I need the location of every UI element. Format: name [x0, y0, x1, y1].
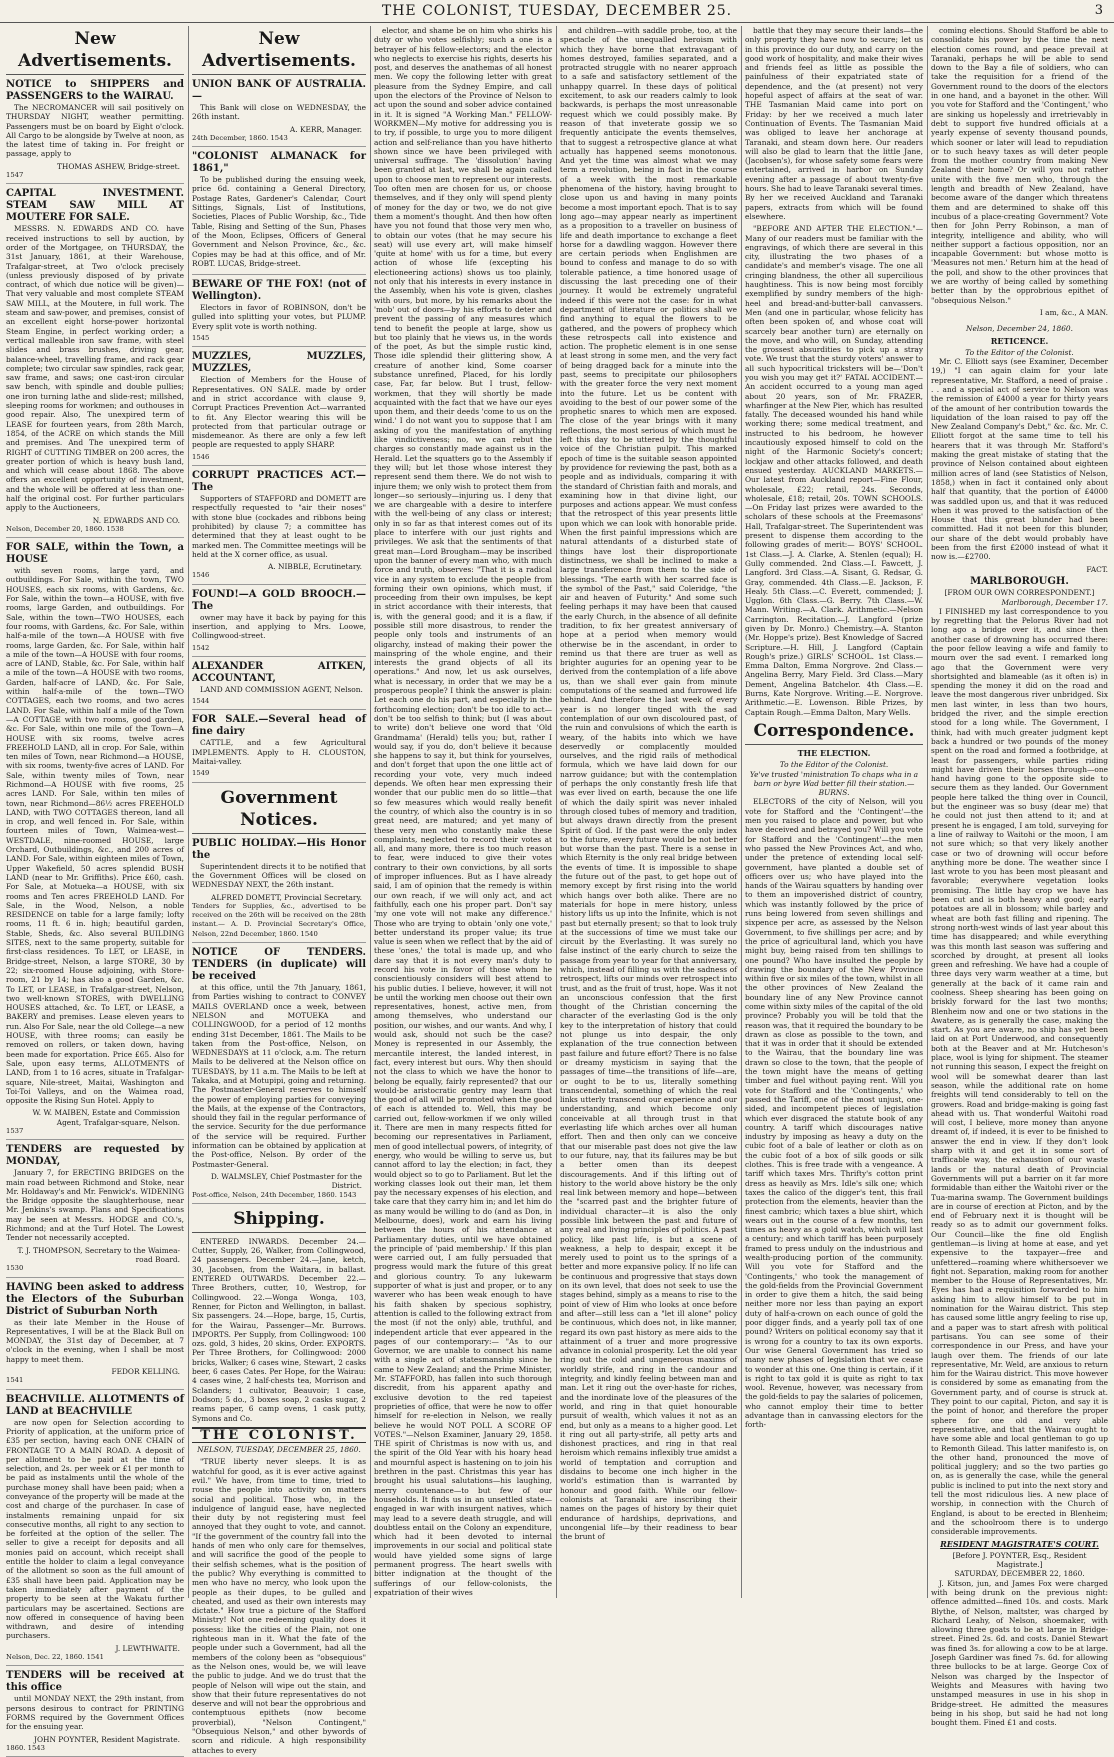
ad-title: CAPITAL INVESTMENT. STEAM SAW MILL AT MOUTERE FOR SALE. [6, 188, 184, 224]
advertisement [6, 542, 184, 1140]
advertisement [6, 79, 184, 184]
correspondence-header: Correspondence. [745, 720, 923, 745]
ad-title: NOTICE OF TENDERS. TENDERS (in duplicate) will be received [192, 947, 366, 983]
ad-title: TENDERS are requested by MONDAY, [6, 1144, 184, 1168]
ad-body: MESSRS. N. EDWARDS AND CO. have received instructions to sell by auction, by order of the Mortgagee, on THURSDAY, the 31st January, 1861, at their Warehouse, Trafalgar-street, at Two o'clock precisely (unless previously disposed of by private contract, of which due notice will be given)— That very valuable and most complete STEAM SAW MILL, at the Moutere, in full work. The steam and saw-power, and premises, consist of an excellent eight horse-power horizontal Steam Engine, in perfect working order; a vertical malleable iron saw frame, with steel slides and brass brushes, driving gear, balance-wheel, travelling frame, and rack gear complete; two circular saw spindles, rack gear, saw frame, and saws; one cast-iron circular saw bench, with spindle and double pullies; one iron turning lathe and slide-rest; millshed, sleeping rooms for workmen; and outhouses in good repair. Also, The unexpired term of LEASE for fourteen years, from 28th March, 1854, of the ACRE on which stands the Mill and premises. And The unexpired term of RIGHT of CUTTING TIMBER on 200 acres, the greater portion of which is heavy bush land, and which will cease about 1868. The above offers an excellent opportunity of investment, and the whole will be offered at less than one-half the original cost. For further particulars apply to the Auctioneers, [6, 224, 184, 513]
rm-court-date: SATURDAY, DECEMBER 22, 1860. [954, 1569, 1085, 1579]
article-text: elector, and shame be on him who shirks his duty or who votes selfishly; such a one is a betrayer of his fellow-electors; and the elector who neglects to exercise his rights, deserts his post, and deserves the anathemas of all honest men. We copy the following letter with great pleasure from the Sydney Empire, and call upon the electors of the Province of Nelson to act upon the sound and sober advice contained in it. It is signed "A Working Man." FELLOW-WORKMEN—My motive for addressing you is to try, if possible, to urge you to more diligent action and self-reliance than you have hitherto shown since we have been privileged with universal suffrage. The 'dissolution' having been granted at last, we shall be again called upon to choose men to represent our interests. Too often men are chosen for us, or choose themselves, and if they only will spend plenty of money for the day or two, we do not give them a moment's thought. And then how often have you not found that those very men who, to obtain our votes (that he may secure his seat) will use every art, will make himself 'quite at home' with us for a time, but every action of whose life (excepting his electioneering actions) shows us too plainly, not only that his interests in every instance in the Assembly, when his vote is given, clashes with ours, but more, by his remarks about the 'mob' out of doors—by his efforts to deter and prevent the passing of any measures which tend to benefit the people at large, show us but too plainly that he views us, in the words of the poet, As but the simple rustic kind, Those idle splendid their glittering show, A creature of another kind, Some coarser substance unrefined, Placed, for his lordly case, Far, far below. But I trust, fellow-workmen, that they will shortly be made acquainted with the fact that we have our eyes upon them, and their deeds 'come to us on the wind.' I do not want you to suppose that I am asking of you the manifestation of anything like vindictiveness; no, we can rebut the charges so constantly made against us in the Herald. Let the squatters go to the Assembly if they will; but let those whose interest they represent send them there. We do not wish to injure them; we only wish to protect them from longer—so seriously—injuring us. I deny that we are chargeable with a desire to interfere with the well-being of any class or interest; only in so far as that interest comes out of its place to interfere with our just rights and privileges. We ask that the sentiments of that great man—Lord Brougham—may be inscribed upon the banner of every man who, with much force and truth, observes: "That it is a radical vice in any system to exclude the people from forming their own opinions, which must, if proceeding from their own impulses, be kept in strict accordance with their interests, that is, with the general good; and it is a flaw, if possible still more disastrous, to render the people only tools and instruments of an oligarchy, instead of making their power the mainspring of the whole engine, and their interests the grand objects of all its operations." And now, let us ask ourselves, what is necessary, in order that we may be a prosperous people? I think the answer is plain: Let each one do his part, and especially in the forthcoming election; don't be too idle to act—don't be too selfish to think; but (I was about to write) don't believe one word that 'Old Grandmama' (Herald) tells you; but, rather I would say, if you do, don't believe it because she happens to say it, but think for yourselves, and don't forget that upon the one little act of recording your vote, very much indeed depends. We often hear men expressing their wonder that our public men do so little—that so few measures which would really benefit the country, of which also the country is in so great need, are matured; and yet many of these very men who constantly make these complaints, neglected to record their votes at all, and many more, there is too much reason to fear, were induced to give their votes contrary to their own convictions, by all sorts of improper influences. But as I have already said, I am of opinion that the remedy is within our own reach, if we will only act, and act faithfully, each one his proper part. Don't say 'my one vote will not make any difference.' Those who are trying to obtain 'only one vote,' better understand its proper value; its true value is seen when we reflect that by the aid of these 'ones,' the total is made up, and who dare say that it is not every man's duty to record his vote in favor of those whom he conscientiously considers will best attend to his public duties. I believe, however, it will not be until the working men choose out their own representatives, honest, active men, from among themselves, who understand our position, our wishes, and our wants. And why, I would ask, should not such be the case? Money is represented in our Assembly, the mercantile interest, the landed interest, in fact, every interest but ours. Why then should not the class to which we have the honor to belong be equally, fairly represented? that our would-be aristocratic gentry may learn that the good of all will be promoted when the good of each is attended to. Well, this may be carried out, fellow-workmen if we only willed it. There are men in many respects fitted for becoming our representatives in Parliament, men of good intellectual powers, of integrity, of energy, who would be willing to serve us, but cannot afford to lay the election; in fact, they would object so to go to Parliament. But let the working classes look out their man, let them pay the necessary expenses of his election, and take care that they carry him in; and let him do as many would be willing to do (and as Don, in Melbourne, does), work and earn his living between the hours of his attendance at Parliamentary duties, until we have obtained the principle of 'paid membership.' If this plan were carried out, I am fully persuaded that progress would mark the future of this great and glorious country. To any lukewarm supporter of what is just and proper, or to any waverer who has been weak enough to have his faith shaken by specious sophistry, attention is called to the following extract from the most (if not the only) able, truthful, and independent article that ever appeared in the pages of our contemporary:— "As to our Governor, we are unable to connect his name with a single act of statesmanship since he came to New Zealand; and the Prime Minister, Mr. STAFFORD, has fallen into such thorough discredit, from his apparent apathy and exclusive devotion to the red tapeiest proprieties of office, that were he now to offer himself for re-election in Nelson, we really believe he would NOT POLL A SCORE OF VOTES."—Nelson Examiner, January 29, 1858. THE spirit of Christmas is now with us, and the spirit of the Old Year with his hoary head and mournful aspect is hastening on to join his brethren in the past. Christmas this year has brought his usual salutations—his laughing, merry countenance—to but few of our households. It finds us in an unsettled state—engaged in war with insurgent natives, which may lead to a severe death struggle, and will doubtless entail on the Colony an expenditure, which had it been devoted to internal improvements in our social and political state would have yielded some signs of large permanent progress. The heart swells with bitter indignation at the thought of the sufferings of our fellow-colonists, the expatriation of their wives [374, 26, 553, 1597]
ad-footer: 1530 [6, 1264, 24, 1273]
column-1 [6, 26, 185, 1752]
ad-footer: 1860. 1543 [6, 1743, 45, 1752]
column-rule [188, 26, 189, 1598]
shipping-header: Shipping. [192, 1208, 366, 1233]
letter-text: ELECTORS of the city of Nelson, will you vote for Stafford and the 'Contingent'—the men you raised to place and power, but who have deceived and betrayed you? Will you vote for Stafford and the 'Contingent'—the men who passed the New Provinces Act, and who, under the pretence of extending local self-government, have planted a double set of officers over us; who have played into the hands of the Wairau squatters by handing over to them an impoverished district of country, which was instantly followed by the price of runs being lowered from seven shillings and sixpence per acre, as assessed by the Nelson Government, to five shillings per acre; and by the price of agricultural land, which you have might buy, being raised from ten shillings to one pound? Who have insulted the people by drawing the boundary of the New Province within five or six miles of the town, whilst in all the other provinces of New Zealand the boundary line of any New Province cannot come within sixty miles of the capital of the old province? Probably you will be told that the reason was, that it required the boundary to be drawn as close as possible to the town, and that it was in order that it should be extended to the Wairau, that the boundary line was drawn so close to the town, that the people of the town might have the means of getting timber and fuel without paying rent. Will you vote for Stafford and the 'Contingents,' who passed the Tariff, one of the most unjust, one-sided, and incompetent pieces of legislation which ever disgraced the statute book of any country. A tariff which discourages native industry by imposing as heavy a duty on the cubic foot of a bale of leather or cloth as on the cubic foot of a box of silk goods or silk clothes. This is free trade with a vengeance. A tariff which taxes Mrs. Thrifty's cotton print dress as heavily as Mrs. Idle's silk one; which taxes the calico of the digger's tent, this frail protection from the elements, heavier than the finest cambric; which taxes a blue shirt, which wears out in the course of a few months, ten times as heavy as a gold watch, which will last a century; and which tariff has been purposely framed to press unduly on the industrious and wealth-producing portion of the community. Will you vote for Stafford and the 'Contingents,' who took the management of the gold-fields from the Provincial Government in order to give them a hitch, the said being neither more nor less than paying an export duty of half-a-crown on each ounce of gold the poor digger finds, and a yearly poll tax of one pound? Writers on political economy say that it is wrong for a country to tax its own exports. Our wise General Government has tried so many new phases of legislation that we cease to wonder at this one. One thing is certain, if it is right to tax gold it is quite as right to tax wool. Revenue, however, was necessary from the gold-fields to pay the salaries of policemen, who cannot employ their time to better advantage than in canvassing electors for the forth- [745, 797, 923, 1430]
ad-title: FOR SALE.—Several head of fine dairy [192, 714, 366, 738]
ad-signature: A. KERR, Manager. [289, 124, 362, 134]
reticence-title: RETICENCE. [990, 335, 1049, 346]
column-rule [370, 26, 371, 1598]
ad-footer: 1542 [192, 643, 210, 652]
advertisement [192, 661, 366, 711]
masthead-title: THE COLONIST, TUESDAY, DECEMBER 25. [381, 3, 733, 19]
ad-body: The NECROMANCER will sail positively on THURSDAY NIGHT, weather permitting. Passengers must be on board by Eight o'clock. All Cargo to be alongside by Twelve at noon, as the latest time of taking in. For freight or passage, apply to [6, 103, 185, 159]
advertisement [192, 589, 366, 657]
ad-body: LAND AND COMMISSION AGENT, Nelson. [200, 684, 363, 694]
dateline: NELSON, TUESDAY, DECEMBER 25, 1860. [197, 1445, 361, 1455]
ad-body: To be published during the ensuing week, price 6d. containing a General Directory, Postage Rates, Gardener's Calendar, Court Sittings, Signals, List of Institutions, Societies, Places of Public Worship, &c., Tide Table, Rising and Setting of the Sun, Phases of the Moon, Eclipses, Officers of General Government and Nelson Province, &c., &c. Copies may be had at this office, and of Mr. ROBT. LUCAS, Bridge-street. [192, 175, 366, 268]
ad-title: FOR SALE, within the Town, a HOUSE [6, 542, 184, 566]
marlborough-date: Marlborough, December 17. [1001, 597, 1108, 607]
letter-verse: Ye've trusted 'ministration To chaps wha in a barn or byre Wad better fill their station.—BURNS. [749, 769, 919, 798]
letter-title: THE ELECTION. [797, 747, 871, 758]
ad-body: Superintendent directs it to be notified that the Government Offices will be closed on WEDNESDAY NEXT, the 26th instant. [192, 861, 366, 890]
advertisement [192, 79, 366, 147]
column-6 [931, 26, 1108, 1728]
ad-body: CATTLE, and a few Agricultural IMPLEMENTS. Apply to H. CLOUSTON, Maitai-valley. [192, 738, 366, 767]
ad-body: as their late Member in the House of Representatives, I will be at the Black Bull on MONDAY, the 31st day of December, at 7 o'clock in the evening, when I shall be most happy to meet them. [6, 1317, 184, 1364]
column-4 [560, 26, 737, 1596]
ad-footer: 1537 [6, 1126, 24, 1135]
ad-footer: Nelson, December 20, 1860. 1538 [6, 524, 124, 533]
ad-footer: Post-office, Nelson, 24th December, 1860. 1543 [192, 1190, 357, 1199]
column-rule [556, 26, 557, 1598]
section-header: New Advertisements. [6, 28, 184, 75]
marlborough-text: I FINISHED my last correspondence to you by regretting that the Pelorus River had not long ago a bridge over it, and since then another case of drowning has occurred there: the poor fellow leaving a wife and family to mourn over the sad event. I remarked long ago that the Government were very shortsighted and blameable (as it often is) in spending the money it did on the road and leave the most dangerous river unbridged. Six men last winter, in less than two hours, bridged the river, and the simple erection stood for a long while. The Government, I think, had with much greater judgment kept back a hundred or two pounds of the money spent on the road and formed a footbridge, at least for passengers, while parties riding might have driven their horses through—one hand having gone to the opposite side to secure them as they landed. Our Government people here talked the thing over in Council, but the engineer was so busy (dear me) that he could not just then attend to it; and at present he is engaged, I am told, surveying for a line of railway to Waitohi or the moon, I am not sure which; so that very likely another case or two of drowning will occur before anything more be done. The weather since I last wrote to you has been most pleasant and favorable; everywhere vegetation looks promising. The little hay crop we have has been cut and is both heavy and good; early potatoes are all in blossom; while barley and wheat are both fast filling and ripening. The strong north-west winds of last year about this time has disappeared; and while everything was this month last season was suffering and scorched by drought, at present all looks green and refreshing. We have had a couple of three days very warm weather at a time, but generally at the back of it came rain and coolness. Sheep shearing has been going on briskly forward for the last two months; Blenheim now and one or two stations in the Awatere, as is generally the case, making the start. As you are aware, no ship has yet been laid on at Port Underwood, and consequently both at the Beaver and at Mr. Hutcheson's place, wool is lying for shipment. The steamer not running this season, I expect the freight on wool will be somewhat dearer than last season, while the additional rate on home freights will tend considerably to tell on the growers. Road and bridge-making is going fast ahead with us. That wonderful Waitohi road will cost, I believe, more money than anyone dreamt of, if indeed, it is ever to be finished to answer the end in view. If they don't look sharp with it and get it in some sort of trafficable way, the exhaustion of our waste lands or the natural death of Provincial Governments will put a barrier on it far more formidable than either the Waitohi river or the Tua-marina swamp. The Government buildings are in course of erection at Picton, and by the end of February next it is thought will be ready so as to admit our government folks. Our Council—like the fine old English gentleman—is living at home at ease, and yet expensive to the taxpayer—free and unfettered—roaming where whithersoever we fight not. Separation, making room for another member to the House of Representatives, Mr. Eyes has had a requisition forwarded to him asking him to allow himself to be put in nomination for the Wairau district. This step has caused some little angry feeling to rise up, and a paper was to start afresh with political partisans. You can see some of their correspondence in our Press, and have your laugh over them. The friends of our late representative, Mr. Weld, are anxious to return him for the Wairau district. This move however is considered by some as emanating from the Government party, and of course is struck at. They point to our capital, Picton, and say it is the point of honor, and therefore the proper sphere for one old and very able representative, and that the Wairau ought to have some able and local gentleman to go up to Remonth Gilead. This latter manifesto is, on the other hand, pronounced the move of political jugglery; and so the two parties go on, as is generally the case, while the general public is inclined to put into the next story and tell the most ridiculous lies. A new place of worship, in connection with the Church of England, is about to be erected in Blenheim; and the schoolroom there is to undergo considerable improvements. [931, 606, 1108, 1537]
letter-text: coming elections. Should Stafford be able to consolidate his power by the time the next election comes round, and peace prevail at Taranaki, perhaps he will be able to send down to the Bay a file of soldiers, who can take the requisition for a friend of the Government round to the doors of the electors in one hand, and a bayonet in the other. Will you vote for Stafford and the 'Contingent,' who are sinking us hopelessly and irretrievably in debt to support five hundred officials at a yearly expense of seventy thousand pounds, which sooner or later will lead to repudiation or to such heavy taxes as will deter people from the mother country from making New Zealand their home? Or will you not rather unite with the five men who, through the length and breadth of New Zealand, have become aware of the danger which threatens them and are determined to shake off this incubus of a place-creating Government? Vote then for John Perry Robinson, a man of integrity, intelligence and ability, who will neither support a factious opposition, nor an incapable Government: but whose motto is 'Measures not men.' Return him at the head of the poll, and show to the other provinces that we are worthy of being called by something better than by the opprobrious epithet of "obsequious Nelson." [931, 26, 1108, 305]
ads-list [192, 79, 366, 783]
ad-body: at this office, until the 7th January, 1861, from Parties wishing to contract to CONVEY MAILS OVERLAND once a week, between NELSON and MOTUEKA and COLLINGWOOD, for a period of 12 months ending 31st December, 1861. The Mails to be taken from the Post-office, Nelson, on WEDNESDAYS at 11 o'clock, a.m. The return Mails to be delivered at the Nelson office on TUESDAYS, by 11 a.m. The Mails to be left at Takaka, and at Motupipi, going and returning. The Postmaster-General reserves to himself the power of employing parties for conveying the Mails, at the expense of the Contractors, should they fail in the regular performance of the service. Security for the due performance of the service will be required. Further information can be obtained by application at the Post-office, Nelson. By order of the Postmaster-General. [192, 983, 366, 1169]
section-header: New Advertisements. [192, 28, 366, 75]
advertisement [192, 279, 366, 347]
gov-list [192, 838, 366, 1204]
ad-signature: ALFRED DOMETT, Provincial Secretary. [211, 892, 362, 902]
ad-title: PUBLIC HOLIDAY.—His Honor the [192, 837, 366, 861]
ad-footer: 24th December, 1860. 1543 [192, 133, 288, 142]
ad-footer: Tenders for Supplies, &c., advertised to be received on the 26th will be received on the 28th instant.— A. D. Provincial Secretary's Office, Nelson, 22nd December, 1860. 1540 [192, 901, 366, 938]
ad-title: HAVING been asked to address the Electors of the Suburban District of Suburban North [6, 1281, 184, 1317]
rm-court-title: RESIDENT MAGISTRATE'S COURT. [940, 1538, 1099, 1549]
article-text: and children—with saddle probe, too, at the spectacle of the unequalled heroism with which they have borne that extravagant of homes destroyed, families separated, and a protracted struggle with no nearer approach to a safe and satisfactory settlement of the unhappy quarrel. In these days of political excitement, to ask our readers calmly to look backwards, is perhaps the most unreasonable request which we could possibly make. By reason of that inveterate gossip we so frequently anticipate the events themselves, that to suggest a retrospective glance at what actually has happened seems monotonous. And yet the time was almost what we may term a revolution, being in fact in the course of a week with the most remarkable phenomena of the history, having brought to close upon us and having in many points become a most important epoch. That is to say long ago—may appear nearly as impertinent as a proposition to a traveller on business of life and death importance to exchange a fleet horse for a dawdling waggon. However there are certain periods when Englishmen are bound to confess and manage to do so with tolerable patience, a time honored usage of discussing the last preceding one of their journey. It would be extremely ungrateful indeed if this were not the case: for in what department of literature or politics shall we find anything to equal the flowers to be gathered, and the powers of prophecy which these retrospects call into existence and action. The prophetic element is in one sense at least strong in some men, and the very fact of being dragged back for a minute into the past, seems to precipitate our philosophers with the greater force the very next moment into the future. Let us be content with avoiding to the best of our power some of the prophetic snares to which men are exposed. The close of the year brings with it many reflections, the most serious of which must be left this day to be uttered by the thoughtful voice of the Christian pulpit. This marked epoch of time is the suitable season appointed by providence for reviewing the past, both as a people and as individuals, comparing it with the standard of Christian faith and morals, and examining how in that divine light, our purposes and actions appear. We must confess that the retrospect of this year presents little upon which we can look with honorable pride. When the first painful impressions which are natural attendants of a disturbed state of things have lost their disproportionate distinctness, we shall be inclined to make a large transference from them to the side of blessings. "The earth with her scarred face is the symbol of the Past," said Coleridge, "the air and heaven of Futurity." And some such feeling perhaps it may have been that caused the early Church, in the absence of all definite tradition, to fix her greatest anniversary of hope at a period when memory would otherwise be in the ascendant, in order to remind us that there are truer as well as brighter auguries for an opening year to be derived from the contemplation of a life above us, than we shall ever gain from minute computations of the seamed and furrowed life behind. And therefore the last week of every year is no longer tinged with the sad contemplation of our own discoloured past, of the ruin and convulsions of which the earth is weary, of the habits into which we have deservedly or complacently moulded ourselves, and the rigid rails of methodical formula, which we have laid down for our narrow guidance; but with the contemplation of perhaps the only constantly fresh life that was ever lived on earth, because the one life of which the daily spirit was never inhaled through closed tubes of memory and tradition, but always drawn directly from the present Spirit of God. If the past were the only index to the future, every future would be not better but worse than the past. There is a sense in which Eternity is the only real bridge between the events of time. It is impossible to shape the future out of the past, to get hope out of memory except by first rising into the world which hangs over both alike. There are no materials for hope in mere history, unless history lifts us up into the Infinite, which is not past but eternally present; so that to look truly at the successions of time we must take our circuit by the Everlasting. It was surely no false instinct of the early church to seize the passage from year to year for that anniversary, which, instead of filling us with the sadness of retrospect, lifts our minds over retrospect into trust, and as the fruit of trust, hope. Was it not an unconscious confession that the first thought of the Christian concerning the character of the everlasting God is the only key to the interpretation of history that could not plunge us into despair, the only explanation of the true connection between past failure and future effort? There is no false or dreamy mysticism in saying that the passages of time—the transitions of life—are, or ought to be to us, literally something transcendental, something of which the real links utterly transcend our experience and our understanding, and which become only conceivable at all through trust in that everlasting life which arches over all human effort. Then and then only can we conceive that our miserable past does not give the law to our future, nay, that its failures may be but a better omen than its deepest discouragements. And if this lifting out of history to the world above history be the only real link between memory and hope—between the "scarred past and the brighter future of individual character—it is also the only possible link between the past and future of any real and living principles of politics. A past policy, like past life, is but a scene of weakness, a help to despair, except it be merely used to point us to the springs of a better and more expansive policy. If no life can be continuous and progressive that stays down on its own level, that does not seek to use the stages behind, simply as a means to rise to the point of view of Him who looks at once before and after—still less can a "let ill alone" policy be continuous, which does not, in like manner, regard its own past history as mere aids to the attainment of a truer and more progressive advance in colonial prosperity. Let the old year ring out the cold and ungenerous maxims of worldly strife, and ring in the candour and integrity, and kindly feeling between man and man. Let it ring out the over-haste for riches, and the inordinate love of the pleasures of the world, and ring in that quiet honourable pursuit of wealth, which values it not as an end, but only as a means to a higher good. Let it ring out all party-strife, all petty arts and dishonest practices, and ring in that real heroism which remains inflexibly true amidst a world of temptation and corruption and disdains to become one inch higher in the world's estimation than is warranted by honour and good faith. While our fellow-colonists at Taranaki are inscribing their names on the pages of history by their quiet endurance of hardships, deprivations, and uncongenial life—by their readiness to bear the brunt of [560, 26, 737, 1542]
ad-body: Electors in favor of ROBINSON, don't be gulled into splitting your votes, but PLUMP. Every split vote is worth nothing. [192, 303, 366, 331]
ad-body: owner may have it back by paying for this insertion, and applying to Mrs. Loowe, Collingwood-street. [192, 612, 366, 641]
advertisement [6, 188, 184, 538]
column-5 [745, 26, 923, 1596]
ad-title: FOUND!—A GOLD BROOCH.—The [192, 588, 366, 612]
ad-footer: 1545 [192, 334, 210, 343]
advertisement [192, 351, 366, 466]
rm-court-sub: [Before J. POYNTER, Esq., Resident Magistrate.] [952, 1550, 1087, 1570]
ad-signature: D. WALMSLEY, Chief Postmaster for the District. [210, 1171, 362, 1191]
ad-footer: 1549 [192, 769, 210, 778]
ad-title: BEWARE OF THE FOX! (not of Wellington). [192, 279, 366, 303]
ad-signature: J. LEWTHWAITE. [115, 1643, 180, 1653]
advertisement [192, 470, 366, 585]
ad-body: with seven rooms, large yard, and outbuildings. For Sale, within the town, TWO HOUSES, each six rooms, with Gardens, &c. For Sale, within the town—a HOUSE, with five rooms, large Garden, and outbuildings. For Sale, within the town—TWO HOUSES, each four rooms, with Gardens, &c. For Sale, within half-a-mile of the town—A HOUSE with five rooms, large Garden, &c. For Sale, within half a mile of the town—A HOUSE with four rooms, acre of LAND, Stable, &c. For Sale, within half a mile of the town—A HOUSE with two rooms, Garden, half-acre of LAND, &c. For Sale, within half-a-mile of the town—TWO COTTAGES, each two rooms, and two acres LAND. For Sale, within half a mile of the Town—A COTTAGE with two rooms, good garden, &c. For Sale, within one mile of the Town—A HOUSE with six rooms, twelve acres FREEHOLD LAND, all in crop. For Sale, within ten miles of Town, near Richmond—a HOUSE, with six rooms, twenty-five acres of LAND. For Sale, within twenty miles of Town, near Richmond—A HOUSE with five rooms, 25 acres LAND. For Sale, within ten miles of town, near Richmond—86½ acres FREEHOLD LAND, with TWO COTTAGES thereon, land all in crop, and well fenced in. For Sale, within fourteen miles of Town, Waimea-west—WESTDALE, nine-roomed HOUSE, large Orchard, Outbuildings, &c., and 200 acres of LAND. For Sale, within eighteen miles of Town, Upper Wakefield, 50 acres splendid BUSH LAND (near to Mr. Griffiths). Price £60, cash. For Sale, at Motueka—a HOUSE, with six rooms and Ten acres FREEHOLD LAND. For Sale, in the Wood, Nelson, a noble RESIDENCE on table for a large family; lofty rooms, 11 ft. 6 in. high; beautiful garden, Stable, Sheds, &c. Also several BUILDING SITES, next to the same property, suitable for first-class residences. To LET, or LEASE, in Bridge-street, Nelson, a large STORE, 30 by 22; six-roomed House adjoining, with Store-room, 21 by 14; has also a good Garden, &c. To LET, or LEASE, in Trafalgar-street, Nelson, two well-known STORES, with DWELLING HOUSES attached, &c. To LET, or LEASE, a BAKERY and premises. Lease eleven years to run. Also For Sale, near the old College—a new HOUSE, with three rooms; can easily be removed on rollers, or taken down, having been made for exportation. Price £65. Also for Sale, upon easy terms, ALLOTMENTS of LAND, from 1 to 16 acres, situate in Trafalgar-square, Nile-street, Maitai, Washington and Toi-Toi Valleys, and on the Waimea road, opposite the Rising Sun Hotel. Apply to [6, 566, 185, 1106]
advertisement [6, 1670, 184, 1757]
ad-signature: THOMAS ASHEW, Bridge-street. [56, 161, 180, 171]
advertisement [192, 838, 366, 943]
shipping-text: ENTERED INWARDS. December 24.—Cutter, Supply, 26, Walker, from Collingwood, 24 passengers. December 24.—Jane, ketch, 30, Jacobsen, from the Waitara, in ballast. ENTERED OUTWARDS. December 22.—Three Brothers, cutter, 10, Westrop, for Collingwood. 22.—Wonga Wonga, 103, Renner, for Picton and Wellington, in ballast. Six passengers. 24.—Hope, barge, 15, Curtis, for the Wairau, Passenger—Mr. Burrows. IMPORTS. Per Supply, from Collingwood: 100 ozs. gold, 3 hides, 20 skins, Order. EXPORTS. Per Three Brothers, for Collingwood: 2000 bricks, Walker; 6 cases wine, Stewart, 2 casks beer, 6 cases Cates. Per Hope, for the Wairau: 4 cases wine, 2 half-chests tea, Morrison and Sclanders; 1 cultivator, Beauvoir; 1 case, Dodson; 5 do., 3 boxes soap, 2 casks sugar, 2 reams paper, 6 camp ovens, 1 cask putty, Symons and Co. [192, 1236, 366, 1423]
ad-body: Election of Members for the House of Representatives. ON SALE. made by order and in strict accordance with clause 9, Corrupt Practices Prevention Act—warranted to fit. Any Elector wearing this will be protected from that particular outrage or misdemeanor. As there are only a few left people are requested to apply SHARP. [192, 375, 366, 450]
column-rule [927, 26, 928, 1598]
local-news-text: "BEFORE AND AFTER THE ELECTION."—Many of our readers must be familiar with the engravings, of which there are several in this city, illustrating the two phases of a candidate's and member's visage. The one all cringing blandness, the other all supercilious haughtiness. This is now being most forcibly exemplified by sundry members of the high-heel and bread-and-butter-ball canvassers. Men (and one in particular, whose felicity has often been spoken of, and whose coat will scarcely bear another turn) are eternally on the move, and who will, on Sunday, attending the grossest absurdities to pick up a stray vote. We trust that the sturdy voters' answer to all such hypocritical tricksters will be—'Don't you wish you may get it?' FATAL ACCIDENT.—An accident occurred to a young man aged about 20 years, son of Mr. FRAZER, wharfinger at the New Pier, which has resulted fatally. The deceased wounded his hand while working there; some medical treatment, and instructed to his bedroom, he however incautiously exposed himself to cold on the night of the Harmonic Society's concert; lockjaw and other attacks followed, and death ensued yesterday. AUCKLAND MARKETS.—Our latest from Auckland report—Fine Flour, wholesale, £22; retail, 24s. Seconds, wholesale, £18; retail, 20s. TOWN SCHOOLS.—On Friday last prizes were awarded to the scholars of these schools at the Freemasons' Hall, Trafalgar-street. The Superintendent was present to dispense them according to the following grades of merit:— BOYS' SCHOOL. 1st Class.—J. A. Clarke, A. Stenlen (equal); H. Gully commended. 2nd Class.—I. Fawcett, J. Langford. 3rd Class.—A. Sisant, G. Redsar, G. Gray, commended. 4th Class.—E. Jackson, F. Healy. 5th Class.—C. Everett, commended; J. Ugglon. 6th Class.—G. Berry. 7th Class.—W. Mann. Writing.—A. Clark. Arithmetic.—Nelson Carrington. Recitation.—J. Langford (prize given by Dr. Monro.) Chemistry.—A. Stanton (Mr. Hoppe's prize). Best Knowledge of Sacred Scripture.—H. Hill, J. Langford (Captain Rough's prize.) GIRLS' SCHOOL. 1st Class.—Emma Dalton, Emma Norgrove. 2nd Class.—Angelina Berry, Mary Field. 3rd Class.—Mary Dement, Angelina Batchelor. 4th Class.—E. Burns, Kate Norgrove. Writing.—E. Norgrove. Arithmetic.—E. Lowenson. Bible Prizes, by Captain Rough.—Emma Dalton, Mary Wells. [745, 224, 923, 717]
ad-signature: JOHN POYNTER, Resident Magistrate. [34, 1734, 180, 1744]
ad-body: This Bank will close on WEDNESDAY, the 26th instant. [192, 103, 366, 122]
letter-salutation: To the Editor of the Colonist. [779, 760, 889, 770]
ad-title: TENDERS will be received at this office [6, 1670, 184, 1694]
marlborough-sub: [FROM OUR OWN CORRESPONDENT.] [944, 588, 1095, 598]
leader-text: "TRUE liberty never sleeps. It is as watchful for good, as it is ever active against evil." We have, from time to time, tried to rouse the people into activity on matters social and political. Those who, in the indulgence of languid ease, have neglected their duty by not registering must feel annoyed that they ought to vote, and cannot. "If the government of the country fall into the hands of men who only care for themselves, and will sacrifice the good of the people to their selfish schemes, what is the position of the public? Why everything is committed to men who have no mercy, who look upon the people as their dupes, to be gulled and cheated, and used as their own interests may dictate." How true a picture of the Stafford Ministry! Not one redeeming quality does it possess: like the cities of the Plain, not one righteous man in it. What the fate of the people under such a Government, had all the members of the colony been as "obsequious" as the Nelson ones, would be, we will leave the public to judge. And we do trust that the people of Nelson will wipe out the stain, and show that their future representatives do not deserve and will not bear the opprobrious and contemptuous epithets (now become proverbial), "Nelson Contingent," "Obsequious Nelson," and other bywords of scorn and ridicule. A high responsibility attaches to every [192, 1457, 366, 1755]
colonist-title: THE COLONIST. [192, 1427, 366, 1443]
letter-date: Nelson, December 24, 1860. [966, 324, 1073, 334]
ad-signature: FEDOR KELLING. [111, 1367, 180, 1377]
masthead [0, 0, 1114, 23]
column-3 [374, 26, 552, 1596]
ad-footer: 1546 [192, 571, 210, 580]
government-notices-header: Government Notices. [192, 787, 366, 834]
column-2 [192, 26, 366, 1755]
advertisement [192, 151, 366, 275]
ad-body: are now open for Selection according to Priority of application, at the uniform price of £35 per section, having each ONE CHAIN of FRONTAGE TO A MAIN ROAD. A deposit of per allotment to be paid at the time of selection, and 2s. per week or £1 per month to be paid as instalments until the whole of the purchase money shall have been paid; when a conveyance of the property will be made at the cost and charge of the purchaser. In case of instalments remaining unpaid for six consecutive months, all right to any section to be forfeited at the option of the seller. The seller to give a receipt for deposits and all monies paid on account, which receipt shall entitle the holder to claim a legal conveyance of the allotment so soon as the full amount of £35 shall have been paid. Application may be taken immediately after payment of the property to be seen at the Wakatu further particulars may be ascertained. Sections are now offered in consequence of having been withdrawn, and desire of intending purchasers. [6, 1417, 184, 1641]
ad-title: NOTICE to SHIPPERS and PASSENGERS to the WAIRAU. [6, 79, 184, 102]
ad-body: until MONDAY NEXT, the 29th instant, from persons desirous to contract for PRINTING FORMS required by the Government Offices for the ensuing year. [6, 1694, 184, 1732]
advertisement [192, 714, 366, 782]
ad-title: UNION BANK OF AUSTRALIA.— [192, 79, 366, 102]
ad-signature: A. NIBBLE, Ecrutinetary. [267, 562, 362, 572]
rm-court-text: J. Kitson, jun, and James Fox were charged with being drunk on the previous night: offence admitted—fined 10s. and costs. Mark Blythe, of Nelson, maltster, was charged by Richard Leahy, of Nelson, shoemaker, with allowing three goats to be at large in Bridge-street. Fined 2s. 6d. and costs. Daniel Stewart was fined 3s. for allowing a cow to be at large. Joseph Gardiner was fined 7s. 6d. for allowing three bullocks to be at large. George Cox of Nelson was charged by the Inspector of Weights and Measures with having two unstamped measures in use in his shop in Bridge-street. He admitted the measures being in his shop, but said he had not long bought them. Fined £1 and costs. [931, 1578, 1108, 1728]
ad-footer: 1547 [6, 171, 24, 180]
advertisement [6, 1144, 184, 1277]
ad-title: MUZZLES, MUZZLES, MUZZLES, [192, 351, 366, 375]
advertisement [192, 947, 366, 1204]
letter-signature: I am, &c., A MAN. [1039, 307, 1108, 317]
ad-signature: N. EDWARDS AND CO. [92, 515, 180, 525]
column-rule [741, 26, 742, 1598]
article-text: battle that they may secure their lands—the only property they have now to secure; let us in this province do our duty, and carry on the good work of hospitality, and make their wives and friends feel as little as possible the painfulness of their expatriated state of dependence, and the (at present) not very hopeful aspect of affairs at the seat of war. THE Tasmanian Maid came into port on Friday: by her we received a much later Continuation of Events. The Tasmanian Maid was obliged to leave her anchorage at Taranaki, and steam down here. Our readers will also be glad to learn that the little Jane, (Jacobsen's), for whose safety some fears were entertained, arrived in harbor on Sunday evening after a passage of about twenty-five hours. She had to leave Taranaki several times. By her we received Auckland and Taranaki papers, extracts from which will be found elsewhere. [745, 26, 923, 221]
ad-footer: 1541 [6, 1376, 24, 1385]
reticence-salutation: To the Editor of the Colonist. [965, 347, 1074, 357]
ad-body: January 7, for ERECTING BRIDGES on the main road between Richmond and Stoke, near Mr. Holdaway's and Mr. Fenwick's. WIDENING the Bridge opposite the slaughterhouse, near Mr. Jenkins's swamp. Plans and Specifications may be seen at Messrs. HODGE and CO.'s, Richmond; and at the Turf Hotel. The Lowest Tender not necessarily accepted. [6, 1168, 184, 1243]
ad-signature: T. J. THOMPSON, Secretary to the Waimea-road Board. [17, 1245, 180, 1264]
ad-footer: 1546 [192, 452, 210, 461]
ad-title: BEACHVILLE. ALLOTMENTS of LAND at BEACHVILLE [6, 1393, 184, 1417]
reticence-signature: FACT. [1086, 564, 1108, 574]
ad-title: CORRUPT PRACTICES ACT.—The [192, 470, 366, 494]
ad-title: "COLONIST ALMANACK for 1861," [192, 151, 366, 175]
advertisement [6, 1394, 184, 1667]
page-number: 3 [1094, 3, 1104, 18]
ad-body: Supporters of STAFFORD and DOMETT are respectfully requested to "air their noses" with stone blue (cockades and ribbons being prohibited) by clause 7; a committee has determined that they at least ought to be marked men. The Committee meetings will be held at the X corner office, as usual. [192, 494, 366, 559]
ad-footer: Nelson, Dec. 22, 1860. 1541 [6, 1653, 104, 1662]
ad-title: ALEXANDER AITKEN, ACCOUNTANT, [192, 660, 366, 684]
ad-signature: W. W. MAIBEN, Estate and Commission Agent, Trafalgar-square, Nelson. [32, 1108, 180, 1127]
reticence-text: Mr. C. Elliott says (see Examiner, December 19,) "I can again claim for your late representative, Mr. Stafford, a need of praise . . . and a special act of service to Nelson was the remission of £4000 a year for thirty years of the amount of her contribution towards the liquidation of the loan raised to pay off the New Zealand Company's Debt," &c. &c. Mr. C. Elliott forgot at the same time to tell his hearers that it was through Mr. Stafford's making the great mistake of stating that the province of Nelson contained about eighteen million acres of land (see Statistics of Nelson, 1858,) when in fact it contained only about half that quantity, that the portion of £4000 was saddled upon us, and that it was reduced when it was proved to the satisfaction of the House that this great blunder had been committed. Had it not been for this blunder, our share of the debt would probably have been from the first £2000 instead of what it now is.—£2700. [931, 357, 1108, 562]
ads-list [6, 79, 184, 1757]
ad-footer: 1544 [192, 697, 210, 706]
marlborough-title: MARLBOROUGH. [970, 575, 1069, 587]
advertisement [6, 1282, 184, 1390]
